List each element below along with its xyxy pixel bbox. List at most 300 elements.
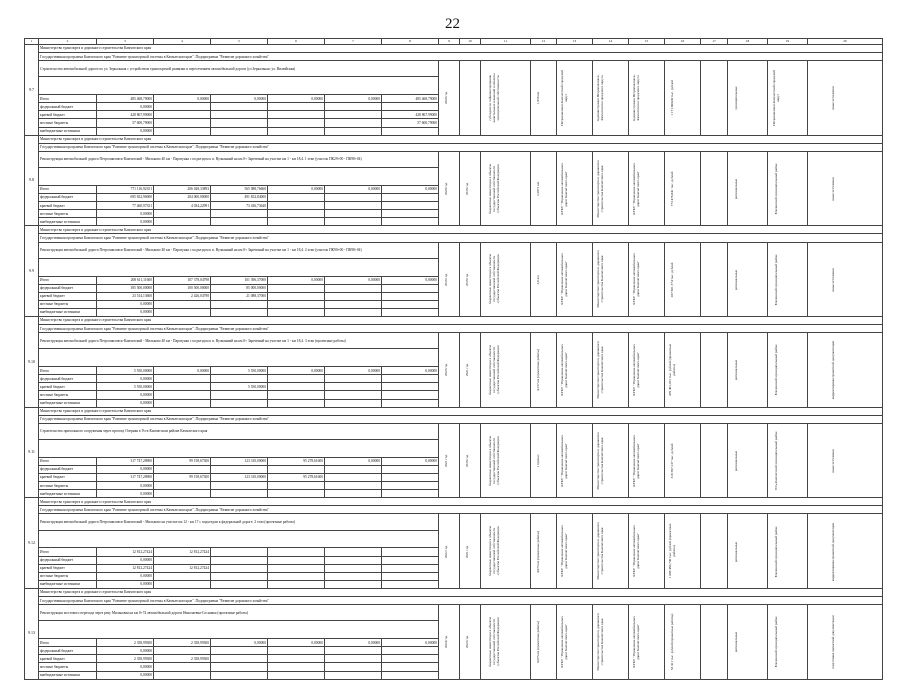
amount-cell-c4: 99 158,67300: [154, 457, 211, 465]
amount-cell-c6: [268, 399, 325, 407]
amount-cell-c5: [211, 580, 268, 588]
amount-cell-c7: [325, 292, 382, 300]
attribute-cell-v14: [593, 423, 629, 497]
attribute-text-v9: 2022 год: [444, 545, 449, 558]
attribute-text-v12: 0,075 км (проектные работы): [536, 621, 541, 664]
attribute-text-v12: 2,6 км: [536, 275, 541, 285]
amount-cell-c8: [382, 655, 439, 663]
amount-cell-c8: [382, 383, 439, 391]
responsible-cell: Министерство транспорта и дорожного строительства Камчатского края: [39, 407, 883, 415]
spacer-cell: [39, 77, 439, 95]
amount-cell-c3: 5 550,00000: [97, 383, 154, 391]
amount-cell-c6: [268, 572, 325, 580]
amount-cell-c5: [211, 663, 268, 671]
amount-cell-c8: 0,00000: [382, 367, 439, 375]
amount-cell-c7: [325, 564, 382, 572]
attribute-cell-v18: [728, 151, 768, 225]
attribute-cell-v12: [531, 242, 557, 316]
responsible-cell: Министерство транспорта и дорожного строительства Камчатского края: [39, 226, 883, 234]
attribute-cell-v19: [768, 61, 808, 135]
amount-cell-c6: [268, 482, 325, 490]
column-number-cell: 5: [211, 39, 268, 45]
column-number-cell: 15: [629, 39, 665, 45]
amount-cell-c5: [211, 375, 268, 383]
finance-source-label: местные бюджеты: [39, 482, 97, 490]
finance-source-label: внебюджетные источники: [39, 218, 97, 226]
spacer-cell: [39, 168, 439, 186]
amount-cell-c8: 57 600,79000: [382, 119, 439, 127]
amount-cell-c7: [325, 103, 382, 111]
amount-cell-c3: 185 500,00000: [97, 284, 154, 292]
finance-source-label: местные бюджеты: [39, 119, 97, 127]
amount-cell-c8: [382, 490, 439, 498]
finance-source-label: Итого: [39, 548, 97, 556]
attribute-cell-v11: [481, 514, 531, 588]
responsible-row: [25, 498, 883, 506]
amount-cell-c4: 206 028,33893: [154, 185, 211, 193]
attribute-text-v15: КГКУ "Управление автомобильных дорог Камчатского края": [632, 616, 640, 668]
amount-cell-c6: [268, 375, 325, 383]
object-name-cell: Реконструкция автомобильной дороги Петропавловск-Камчатский - Мильково 40 км - Паратунка с подъездом к п. Вулканный на км 0+ Зареченый на участке км 1 - км 18,4. 2 этап (участок ПК90+00 - ПК98+04): [39, 242, 439, 258]
attribute-cell-v11: [481, 333, 531, 407]
attribute-cell-v17: [701, 514, 728, 588]
amount-cell-c4: [154, 465, 211, 473]
finance-source-label: местные бюджеты: [39, 663, 97, 671]
amount-cell-c4: [154, 127, 211, 135]
finance-source-label: краевой бюджет: [39, 111, 97, 119]
attribute-cell-v19: [768, 151, 808, 225]
amount-cell-c6: [268, 556, 325, 564]
amount-cell-c3: 0,00000: [97, 210, 154, 218]
amount-cell-c3: 0,00000: [97, 572, 154, 580]
finance-source-label: местные бюджеты: [39, 391, 97, 399]
attribute-text-v20: иные источники: [831, 86, 836, 111]
attribute-text-v9: 2021 год: [444, 454, 449, 468]
attribute-cell-v16: [665, 333, 701, 407]
column-number-cell: 2: [39, 39, 97, 45]
attribute-text-v16: 53 411 тыс. рублей (проектные работы): [670, 614, 675, 671]
object-name-row: [25, 333, 883, 349]
attribute-text-v14: Министерство транспорта и дорожного строительства Камчатского края: [596, 522, 604, 580]
amount-cell-c6: [268, 647, 325, 655]
object-name-row: [25, 151, 883, 167]
amount-cell-c7: 0,00000: [325, 639, 382, 647]
attribute-text-v15: КГКУ "Управление автомобильных дорог Камчатского края": [632, 162, 640, 215]
object-index-cell: 9.10: [25, 316, 39, 407]
amount-cell-c7: [325, 556, 382, 564]
attribute-cell-v20: [808, 333, 883, 407]
amount-cell-c3: 0,00000: [97, 647, 154, 655]
amount-cell-c8: [382, 391, 439, 399]
attribute-text-v11: бюджетные инвестиции в объекты государственной собственности субъектов Российской Федерации: [487, 435, 500, 486]
column-number-cell: 1: [25, 39, 39, 45]
attribute-cell-v19: [768, 423, 808, 497]
amount-cell-c8: [382, 308, 439, 316]
amount-cell-c4: [154, 556, 211, 564]
amount-cell-c5: [211, 127, 268, 135]
amount-cell-c3: 0,00000: [97, 308, 154, 316]
attribute-text-v13: Петропавловск-Камчатский городской округ: [560, 70, 568, 126]
amount-cell-c6: 0,00000: [268, 367, 325, 375]
attribute-cell-v16: [665, 423, 701, 497]
finance-source-label: краевой бюджет: [39, 292, 97, 300]
attribute-text-v16: 1 171 000,00 тыс. рублей: [670, 80, 675, 117]
amount-cell-c8: [382, 202, 439, 210]
finance-source-label: краевой бюджет: [39, 655, 97, 663]
column-number-cell: 9: [439, 39, 460, 45]
attribute-text-v13: КГКУ "Управление автомобильных дорог Камчатского края": [560, 162, 568, 215]
amount-cell-c5: 85 000,00000: [211, 284, 268, 292]
attribute-text-v20: корректировка проектной документации: [831, 522, 836, 581]
attribute-cell-v17: [701, 423, 728, 497]
amount-cell-c7: [325, 482, 382, 490]
finance-source-label: краевой бюджет: [39, 383, 97, 391]
attribute-cell-v10: [460, 514, 481, 588]
responsible-cell: Министерство транспорта и дорожного строительства Камчатского края: [39, 45, 883, 53]
attribute-cell-v14: [593, 605, 629, 679]
attribute-cell-v19: [768, 605, 808, 679]
amount-cell-c3: 0,00000: [97, 127, 154, 135]
amount-cell-c6: [268, 580, 325, 588]
attribute-cell-v17: [701, 242, 728, 316]
attribute-text-v20: иные источники: [831, 268, 836, 292]
spacer-cell: [39, 621, 439, 639]
amount-cell-c3: 428 867,99000: [97, 111, 154, 119]
amount-cell-c8: [382, 465, 439, 473]
amount-cell-c4: [154, 647, 211, 655]
attribute-text-v15: КГКУ "Управление автомобильных дорог Камчатского края": [632, 525, 640, 577]
amount-cell-c3: 0,00000: [97, 399, 154, 407]
column-number-cell: 18: [728, 39, 768, 45]
amount-cell-c3: 208 611,11600: [97, 276, 154, 284]
attribute-cell-v17: [701, 61, 728, 135]
attribute-cell-v16: [665, 151, 701, 225]
finance-source-label: федеральный бюджет: [39, 284, 97, 292]
amount-cell-c5: [211, 210, 268, 218]
attribute-text-v13: КГКУ "Управление автомобильных дорог Камчатского края": [560, 253, 568, 305]
attribute-text-v16: 773 476,841 тыс. рублей: [670, 171, 675, 207]
amount-cell-c5: [211, 572, 268, 580]
attribute-text-v9: 2020 год: [444, 92, 449, 105]
amount-cell-c7: [325, 391, 382, 399]
amount-cell-c3: 0,00000: [97, 375, 154, 383]
attribute-cell-v9: [439, 61, 460, 135]
amount-cell-c8: [382, 292, 439, 300]
column-number-cell: 14: [593, 39, 629, 45]
responsible-row: [25, 45, 883, 53]
object-name-cell: Реконструкция автомобильной дороги Петропавловск-Камчатский - Мильково на участке км 12 - км 17 с подъездом к федеральной дороге. 2 этап (проектные работы): [39, 514, 439, 530]
amount-cell-c7: [325, 548, 382, 556]
attribute-cell-v13: [557, 514, 593, 588]
amount-cell-c8: [382, 375, 439, 383]
attribute-text-v16: 316 697,137 тыс. рублей: [670, 443, 675, 479]
responsible-cell: Министерство транспорта и дорожного строительства Камчатского края: [39, 316, 883, 324]
amount-cell-c8: [382, 474, 439, 482]
amount-cell-c5: 0,00000: [211, 639, 268, 647]
amount-cell-c7: [325, 572, 382, 580]
attribute-text-v11: бюджетные инвестиции в объекты государственной собственности субъектов Российской Федерации: [487, 344, 500, 395]
column-number-cell: 16: [665, 39, 701, 45]
amount-cell-c5: [211, 308, 268, 316]
finance-source-label: внебюджетные источники: [39, 308, 97, 316]
amount-cell-c8: [382, 300, 439, 308]
amount-cell-c3: 0,00000: [97, 671, 154, 679]
attribute-cell-v10: [460, 605, 481, 679]
attribute-cell-v12: [531, 605, 557, 679]
finance-source-label: Итого: [39, 639, 97, 647]
amount-cell-c5: [211, 556, 268, 564]
responsible-row: [25, 316, 883, 324]
column-number-cell: 3: [97, 39, 154, 45]
amount-cell-c8: [382, 647, 439, 655]
attribute-text-v10: 2018 год: [465, 454, 470, 468]
amount-cell-c5: 5 550,00000: [211, 383, 268, 391]
column-number-cell: 11: [481, 39, 531, 45]
amount-cell-c3: 0,00000: [97, 556, 154, 564]
amount-cell-c3: 0,00000: [97, 465, 154, 473]
finance-source-label: Итого: [39, 95, 97, 103]
attribute-cell-v15: [629, 605, 665, 679]
amount-cell-c7: [325, 202, 382, 210]
object-index-cell: 9.8: [25, 135, 39, 226]
amount-cell-c6: 95 278,61600: [268, 474, 325, 482]
attribute-text-v16: 470 491,201 тыс. рублей (проектные работы): [668, 343, 676, 396]
finance-source-label: федеральный бюджет: [39, 465, 97, 473]
attribute-cell-v11: [481, 242, 531, 316]
attribute-text-v15: КГКУ "Управление автомобильных дорог Камчатского края": [632, 344, 640, 396]
finance-source-label: внебюджетные источники: [39, 671, 97, 679]
attribute-cell-v12: [531, 61, 557, 135]
amount-cell-c7: 0,00000: [325, 457, 382, 465]
amount-cell-c8: [382, 127, 439, 135]
amount-cell-c4: [154, 119, 211, 127]
attribute-text-v12: 2,2871 км: [536, 182, 541, 197]
attribute-text-v19: Елизовский муниципальный район: [773, 163, 778, 215]
responsible-row: [25, 135, 883, 143]
attribute-cell-v18: [728, 514, 768, 588]
amount-cell-c7: [325, 474, 382, 482]
attribute-text-v12: 1 причал: [536, 454, 541, 468]
attribute-text-v10: 2023 год: [465, 636, 470, 649]
amount-cell-c7: 0,00000: [325, 367, 382, 375]
amount-cell-c7: [325, 375, 382, 383]
responsible-cell: Министерство транспорта и дорожного строительства Камчатского края: [39, 498, 883, 506]
amount-cell-c7: [325, 284, 382, 292]
finance-source-label: федеральный бюджет: [39, 103, 97, 111]
amount-cell-c4: [154, 490, 211, 498]
attribute-cell-v13: [557, 423, 593, 497]
attribute-cell-v12: [531, 151, 557, 225]
program-cell: Государственная программа Камчатского края "Развитие транспортной системы в Камчатском крае". Подпрограмма "Развитие дорожного хозяйства": [39, 415, 883, 423]
finance-source-label: краевой бюджет: [39, 474, 97, 482]
amount-cell-c7: [325, 119, 382, 127]
attribute-cell-v17: [701, 605, 728, 679]
amount-cell-c5: [211, 482, 268, 490]
amount-cell-c5: [211, 490, 268, 498]
finance-source-label: внебюджетные источники: [39, 399, 97, 407]
amount-cell-c5: 0,00000: [211, 95, 268, 103]
object-name-cell: Строительство причального сооружения через протоку Озерная в Усть-Камчатском районе Камчатского края: [39, 423, 439, 439]
amount-cell-c5: [211, 564, 268, 572]
column-number-cell: 4: [154, 39, 211, 45]
amount-cell-c6: [268, 193, 325, 201]
amount-cell-c8: [382, 210, 439, 218]
finance-source-label: федеральный бюджет: [39, 193, 97, 201]
object-name-row: [25, 423, 883, 439]
amount-cell-c7: [325, 647, 382, 655]
attribute-cell-v11: [481, 605, 531, 679]
amount-cell-c8: 0,00000: [382, 639, 439, 647]
amount-cell-c7: 0,00000: [325, 95, 382, 103]
attribute-cell-v20: [808, 605, 883, 679]
finance-source-label: внебюджетные источники: [39, 127, 97, 135]
attribute-cell-v10: [460, 151, 481, 225]
amount-cell-c4: 2 358,99300: [154, 639, 211, 647]
amount-cell-c5: [211, 399, 268, 407]
responsible-row: [25, 407, 883, 415]
attribute-cell-v18: [728, 423, 768, 497]
attribute-text-v18: региональные: [733, 178, 738, 200]
amount-cell-c8: [382, 572, 439, 580]
amount-cell-c3: 0,00000: [97, 663, 154, 671]
attribute-text-v9: 2023 год: [444, 364, 449, 377]
attribute-text-v19: Елизовский муниципальный район: [773, 616, 778, 668]
amount-cell-c5: 123 310,00000: [211, 457, 268, 465]
attribute-cell-v15: [629, 333, 665, 407]
amount-cell-c3: 2 358,99300: [97, 639, 154, 647]
attribute-cell-v19: [768, 514, 808, 588]
amount-cell-c3: 0,00000: [97, 580, 154, 588]
amount-cell-c4: [154, 671, 211, 679]
amount-cell-c6: [268, 490, 325, 498]
amount-cell-c8: 428 867,99000: [382, 111, 439, 119]
responsible-cell: Министерство транспорта и дорожного строительства Камчатского края: [39, 135, 883, 143]
finance-source-label: федеральный бюджет: [39, 375, 97, 383]
attribute-cell-v14: [593, 333, 629, 407]
amount-cell-c6: 95 278,61600: [268, 457, 325, 465]
amount-cell-c4: 100 500,00000: [154, 284, 211, 292]
object-name-row: [25, 605, 883, 621]
object-name-row: [25, 514, 883, 530]
amount-cell-c8: 0,00000: [382, 457, 439, 465]
attribute-cell-v15: [629, 61, 665, 135]
attribute-cell-v10: [460, 423, 481, 497]
attribute-cell-v16: [665, 605, 701, 679]
amount-cell-c7: [325, 210, 382, 218]
amount-cell-c4: 12 812,27424: [154, 564, 211, 572]
amount-cell-c3: 0,00000: [97, 103, 154, 111]
amount-cell-c6: 0,00000: [268, 639, 325, 647]
attribute-cell-v10: [460, 333, 481, 407]
amount-cell-c3: 317 747,28900: [97, 457, 154, 465]
finance-source-label: внебюджетные источники: [39, 580, 97, 588]
program-row: [25, 53, 883, 61]
attribute-cell-v14: [593, 61, 629, 135]
attribute-text-v18: региональные: [733, 541, 738, 562]
amount-cell-c8: [382, 103, 439, 111]
finance-source-label: Итого: [39, 185, 97, 193]
amount-cell-c7: [325, 465, 382, 473]
amount-cell-c7: [325, 490, 382, 498]
attribute-text-v12: 4,157 км (проектные работы): [536, 349, 541, 392]
column-number-cell: 6: [268, 39, 325, 45]
amount-cell-c4: [154, 391, 211, 399]
amount-cell-c3: 485 468,79000: [97, 95, 154, 103]
amount-cell-c4: [154, 103, 211, 111]
attribute-cell-v12: [531, 333, 557, 407]
program-row: [25, 143, 883, 151]
amount-cell-c3: 0,00000: [97, 490, 154, 498]
attribute-text-v20: иные источники: [831, 449, 836, 473]
finance-source-label: федеральный бюджет: [39, 556, 97, 564]
object-index-cell: 9.12: [25, 498, 39, 589]
spacer-cell: [39, 530, 439, 548]
amount-cell-c8: [382, 564, 439, 572]
program-row: [25, 325, 883, 333]
attribute-cell-v14: [593, 514, 629, 588]
attribute-cell-v9: [439, 151, 460, 225]
spacer-cell: [39, 440, 439, 458]
amount-cell-c8: [382, 663, 439, 671]
amount-cell-c4: [154, 383, 211, 391]
amount-cell-c6: [268, 127, 325, 135]
amount-cell-c8: [382, 580, 439, 588]
amount-cell-c6: [268, 292, 325, 300]
amount-cell-c6: [268, 655, 325, 663]
program-cell: Государственная программа Камчатского края "Развитие транспортной системы в Камчатском крае". Подпрограмма "Развитие дорожного хозяйства": [39, 143, 883, 151]
attribute-cell-v16: [665, 61, 701, 135]
object-index-cell: 9.9: [25, 226, 39, 317]
amount-cell-c7: [325, 383, 382, 391]
amount-cell-c7: [325, 300, 382, 308]
attribute-text-v18: региональные: [733, 360, 738, 381]
amount-cell-c3: 0,00000: [97, 300, 154, 308]
responsible-row: [25, 226, 883, 234]
amount-cell-c4: 0,00000: [154, 367, 211, 375]
amount-cell-c5: 101 396,37000: [211, 276, 268, 284]
amount-cell-c8: [382, 671, 439, 679]
amount-cell-c4: [154, 218, 211, 226]
amount-cell-c6: [268, 210, 325, 218]
program-cell: Государственная программа Камчатского края "Развитие транспортной системы в Камчатском крае". Подпрограмма "Развитие дорожного хозяйства": [39, 506, 883, 514]
amount-cell-c4: [154, 375, 211, 383]
amount-cell-c4: 99 158,67300: [154, 474, 211, 482]
attribute-cell-v13: [557, 242, 593, 316]
attribute-cell-v13: [557, 605, 593, 679]
amount-cell-c7: [325, 111, 382, 119]
attribute-cell-v20: [808, 61, 883, 135]
finance-source-label: внебюджетные источники: [39, 490, 97, 498]
column-number-cell: 19: [768, 39, 808, 45]
finance-source-label: краевой бюджет: [39, 202, 97, 210]
column-number-cell: 20: [808, 39, 883, 45]
amount-cell-c7: 0,00000: [325, 185, 382, 193]
amount-cell-c4: [154, 399, 211, 407]
amount-cell-c7: [325, 663, 382, 671]
attribute-text-v10: 2021 год: [465, 364, 470, 377]
amount-cell-c5: [211, 647, 268, 655]
amount-cell-c5: [211, 300, 268, 308]
amount-cell-c7: [325, 127, 382, 135]
amount-cell-c6: [268, 391, 325, 399]
attribute-text-v10: 2018 год: [465, 182, 470, 196]
attribute-text-v9: 2019 год: [444, 273, 449, 286]
amount-cell-c4: 4 034,22991: [154, 202, 211, 210]
amount-cell-c4: [154, 111, 211, 119]
attribute-text-v13: КГКУ "Управление автомобильных дорог Камчатского края": [560, 525, 568, 577]
amount-cell-c8: [382, 193, 439, 201]
amount-cell-c4: [154, 210, 211, 218]
